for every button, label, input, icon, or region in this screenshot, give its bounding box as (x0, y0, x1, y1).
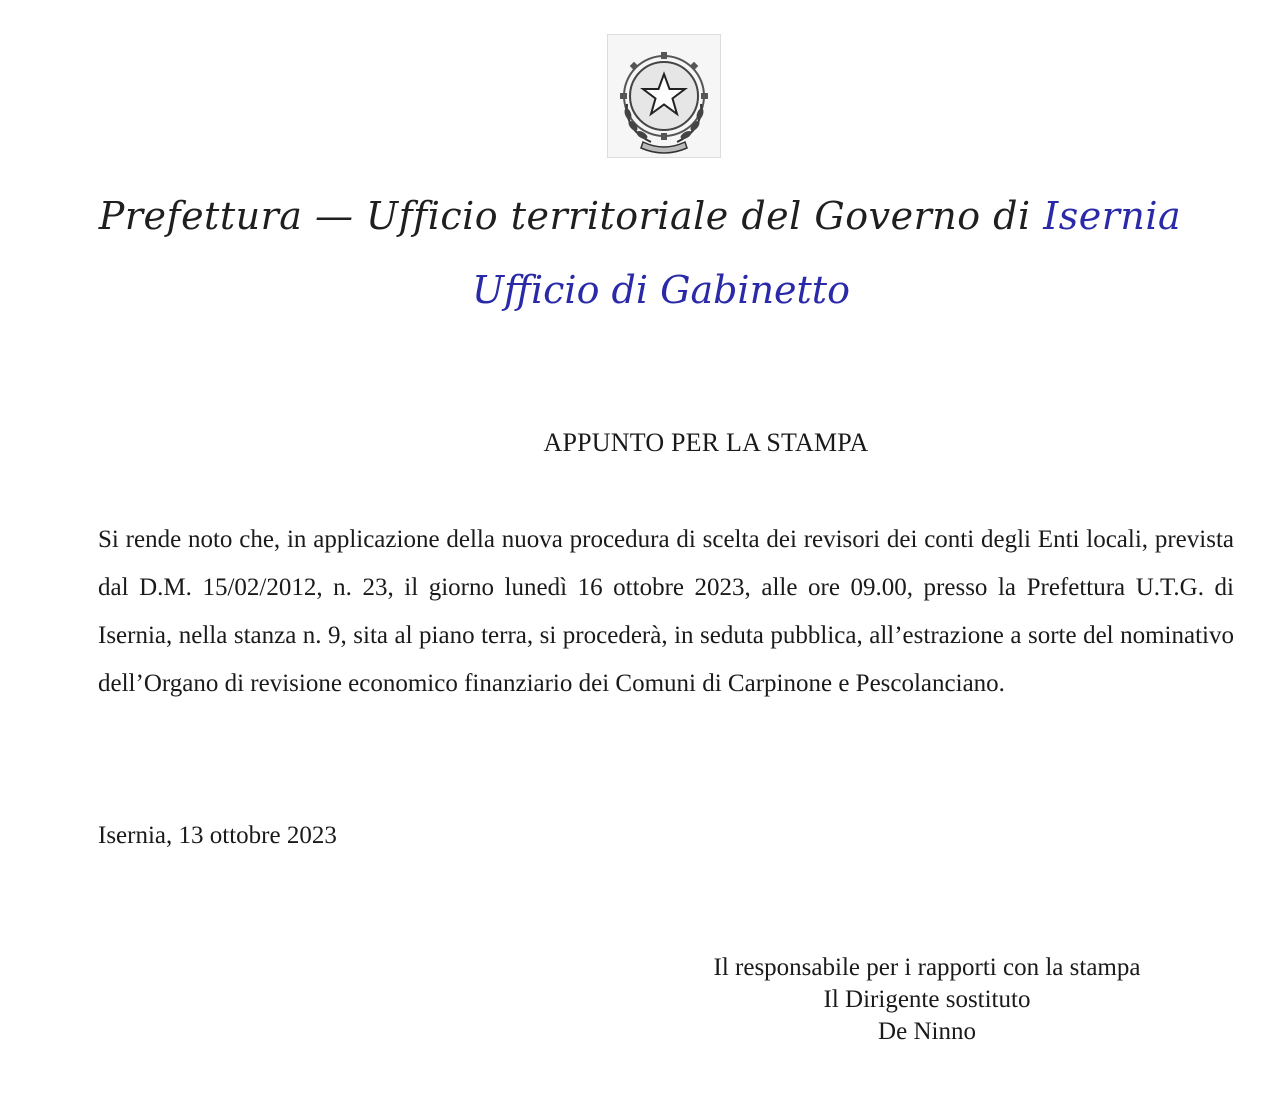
office-name (0, 194, 1280, 238)
document-body: Si rende noto che, in applicazione della nuova procedura di scelta dei revisori dei conti degli Enti locali, prevista dal D.M. 15/02/2012, n. 23, il giorno lunedì 16 ottobre 2023, alle ore 09.00, presso la Prefettura U.T.G. di Isernia, nella stanza n. 9, sita al piano terra, si procederà, in seduta pubblica, all’estrazione a sorte del nominativo dell’Organo di revisione economico finanziario dei Comuni di Carpinone e Pescolanciano. (98, 526, 1234, 697)
document-heading: APPUNTO PER LA STAMPA (543, 428, 869, 457)
place-date: Isernia, 13 ottobre 2023 (98, 822, 337, 849)
signature-name: De Ninno (878, 1018, 976, 1045)
department-name: Ufficio di Gabinetto (472, 268, 850, 312)
italian-republic-emblem-icon (607, 34, 721, 158)
office-prefix: Prefettura — Ufficio territoriale del Governo di (98, 194, 1031, 238)
signature-role: Il responsabile per i rapporti con la stampa (713, 954, 1141, 981)
signature-block (660, 952, 1194, 1048)
signature-title: Il Dirigente sostituto (823, 986, 1031, 1013)
office-city: Isernia (1043, 194, 1182, 238)
